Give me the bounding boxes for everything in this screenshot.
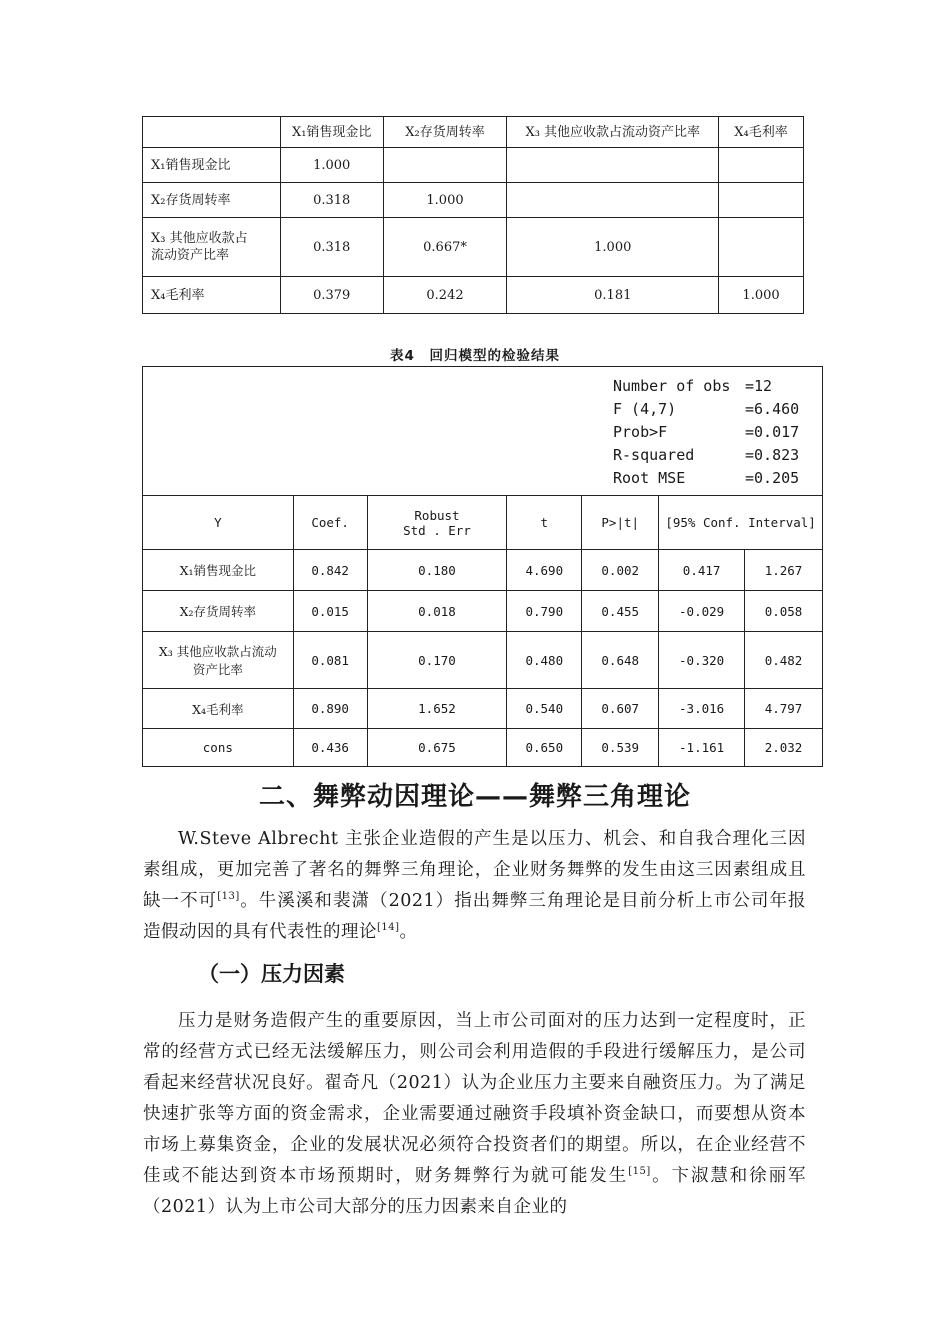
table-cell: 0.790: [507, 591, 582, 632]
paragraph-text: 压力是财务造假产生的重要原因，当上市公司面对的压力达到一定程度时，正常的经营方式已经无法缓解压力，则公司会利用造假的手段进行缓解压力，是公司看起来经营状况良好。翟奇凡（2021）认为企业压力主要来自融资压力。为了满足快速扩张等方面的资金需求，企业需要通过融资手段填补资金缺口，而要想从资本市场上募集资金，企业的发展状况必须符合投资者们的期望。所以，在企业经营不佳或不能达到资本市场预期时，财务舞弊行为就可能发生: [143, 1011, 806, 1186]
table-cell: 0.015: [293, 591, 367, 632]
table-cell: [719, 218, 804, 277]
table-cell: 2.032: [745, 729, 823, 767]
stat-key: Prob>F: [613, 423, 668, 441]
section-heading: 二、舞弊动因理论——舞弊三角理论: [258, 782, 691, 812]
table-cell: 0.842: [293, 550, 367, 591]
header-cell: X₁销售现金比: [280, 117, 383, 148]
table-cell: 0.539: [582, 729, 659, 767]
stat-row: [613, 375, 799, 398]
table-cell: 0.180: [367, 550, 507, 591]
table-row: [143, 277, 804, 314]
row-label-line: 流动资产比率: [151, 248, 230, 263]
header-cell: [367, 496, 507, 550]
table-cell: 0.002: [582, 550, 659, 591]
regression-table: [142, 366, 823, 767]
paragraph: [143, 1006, 806, 1223]
table-cell: 0.242: [383, 277, 507, 314]
table-row: [143, 550, 823, 591]
table-cell: [507, 183, 719, 218]
stat-key: R-squared: [613, 446, 695, 464]
table-cell: 0.890: [293, 689, 367, 729]
table-row: [143, 183, 804, 218]
table-cell: 0.170: [367, 632, 507, 689]
paragraph: [143, 824, 806, 948]
table-cell: -0.029: [659, 591, 745, 632]
table-header-row: [143, 117, 804, 148]
table-cell: 4.690: [507, 550, 582, 591]
table-cell: 0.455: [582, 591, 659, 632]
table-cell: 0.318: [280, 183, 383, 218]
table-cell: 1.000: [280, 148, 383, 183]
paragraph-text: 。卞淑慧和徐丽军（2021）认为上市公司大部分的压力因素来自企业的: [143, 1166, 806, 1217]
table-cell: 1.000: [507, 218, 719, 277]
table-cell: -0.320: [659, 632, 745, 689]
row-label-line: X₃ 其他应收款占: [151, 231, 248, 246]
header-cell: Coef.: [293, 496, 367, 550]
stat-row: [613, 467, 799, 490]
header-cell: X₄毛利率: [719, 117, 804, 148]
citation: [15]: [628, 1166, 651, 1177]
table-row: [143, 689, 823, 729]
header-line: Robust: [414, 507, 460, 523]
stat-row: [613, 398, 799, 421]
row-label: X₄毛利率: [143, 277, 281, 314]
table-row: [143, 729, 823, 767]
paragraph-text: W.Steve Albrecht 主张企业造假的产生是以压力、机会、和自我合理化三因素组成，更加完善了著名的舞弊三角理论，企业财务舞弊的发生由这三因素组成且缺一不可: [143, 829, 806, 911]
subsection-heading: （一）压力因素: [198, 962, 345, 986]
table-cell: 1.000: [719, 277, 804, 314]
table-cell: 1.652: [367, 689, 507, 729]
row-label-line: X₃ 其他应收款占流动: [158, 644, 277, 659]
table-row: [143, 148, 804, 183]
stat-key: Root MSE: [613, 469, 686, 487]
header-cell: X₃ 其他应收款占流动资产比率: [507, 117, 719, 148]
stat-value: =0.823: [745, 446, 800, 464]
table-cell: -1.161: [659, 729, 745, 767]
row-label: [143, 218, 281, 277]
correlation-table: [142, 116, 804, 314]
table-row: [143, 632, 823, 689]
table-cell: 0.018: [367, 591, 507, 632]
table-row: [143, 591, 823, 632]
citation: [13]: [217, 891, 240, 902]
stat-value: =0.017: [745, 423, 800, 441]
table-cell: 0.058: [745, 591, 823, 632]
row-label: X₂存货周转率: [143, 591, 294, 632]
table-cell: 0.540: [507, 689, 582, 729]
table-cell: 0.675: [367, 729, 507, 767]
header-cell: Y: [143, 496, 294, 550]
row-label: X₁销售现金比: [143, 550, 294, 591]
stats-row: [143, 367, 823, 496]
table-cell: 0.318: [280, 218, 383, 277]
table-cell: 0.482: [745, 632, 823, 689]
header-cell: [143, 117, 281, 148]
stat-key: F (4,7): [613, 400, 677, 418]
stat-value: =6.460: [745, 400, 800, 418]
row-label: X₁销售现金比: [143, 148, 281, 183]
table-cell: 0.650: [507, 729, 582, 767]
stat-value: =0.205: [745, 469, 800, 487]
table-cell: 1.000: [383, 183, 507, 218]
table-cell: 0.667*: [383, 218, 507, 277]
stats-cell: [143, 367, 823, 496]
header-cell: X₂存货周转率: [383, 117, 507, 148]
row-label-line: 资产比率: [192, 662, 243, 677]
table-row: [143, 218, 804, 277]
citation: [14]: [377, 922, 400, 933]
table-cell: [383, 148, 507, 183]
table-cell: 0.480: [507, 632, 582, 689]
row-label: X₂存货周转率: [143, 183, 281, 218]
header-line: Std . Err: [403, 522, 471, 538]
table-cell: 0.607: [582, 689, 659, 729]
paragraph-text: 。牛溪溪和裴潇（2021）指出舞弊三角理论是目前分析上市公司年报造假动因的具有代表性的理论: [143, 891, 807, 942]
header-cell: P>|t|: [582, 496, 659, 550]
stat-value: =12: [745, 377, 773, 395]
table-cell: 1.267: [745, 550, 823, 591]
stat-key: Number of obs: [613, 377, 731, 395]
model-stats: [613, 375, 799, 490]
table-cell: 0.379: [280, 277, 383, 314]
row-label: [143, 632, 294, 689]
table-cell: 0.081: [293, 632, 367, 689]
row-label: X₄毛利率: [143, 689, 294, 729]
table-cell: 0.648: [582, 632, 659, 689]
table-cell: 0.417: [659, 550, 745, 591]
table-header-row: [143, 496, 823, 550]
paragraph-text: 。: [399, 922, 418, 942]
table-cell: [507, 148, 719, 183]
table-cell: 0.181: [507, 277, 719, 314]
stat-row: [613, 444, 799, 467]
header-cell: t: [507, 496, 582, 550]
table-cell: [719, 148, 804, 183]
table-cell: 4.797: [745, 689, 823, 729]
table-cell: -3.016: [659, 689, 745, 729]
stat-row: [613, 421, 799, 444]
header-cell: [95% Conf. Interval]: [659, 496, 823, 550]
table-caption: 表4 回归模型的检验结果: [390, 348, 560, 364]
table-cell: [719, 183, 804, 218]
table-cell: 0.436: [293, 729, 367, 767]
row-label: cons: [143, 729, 294, 767]
